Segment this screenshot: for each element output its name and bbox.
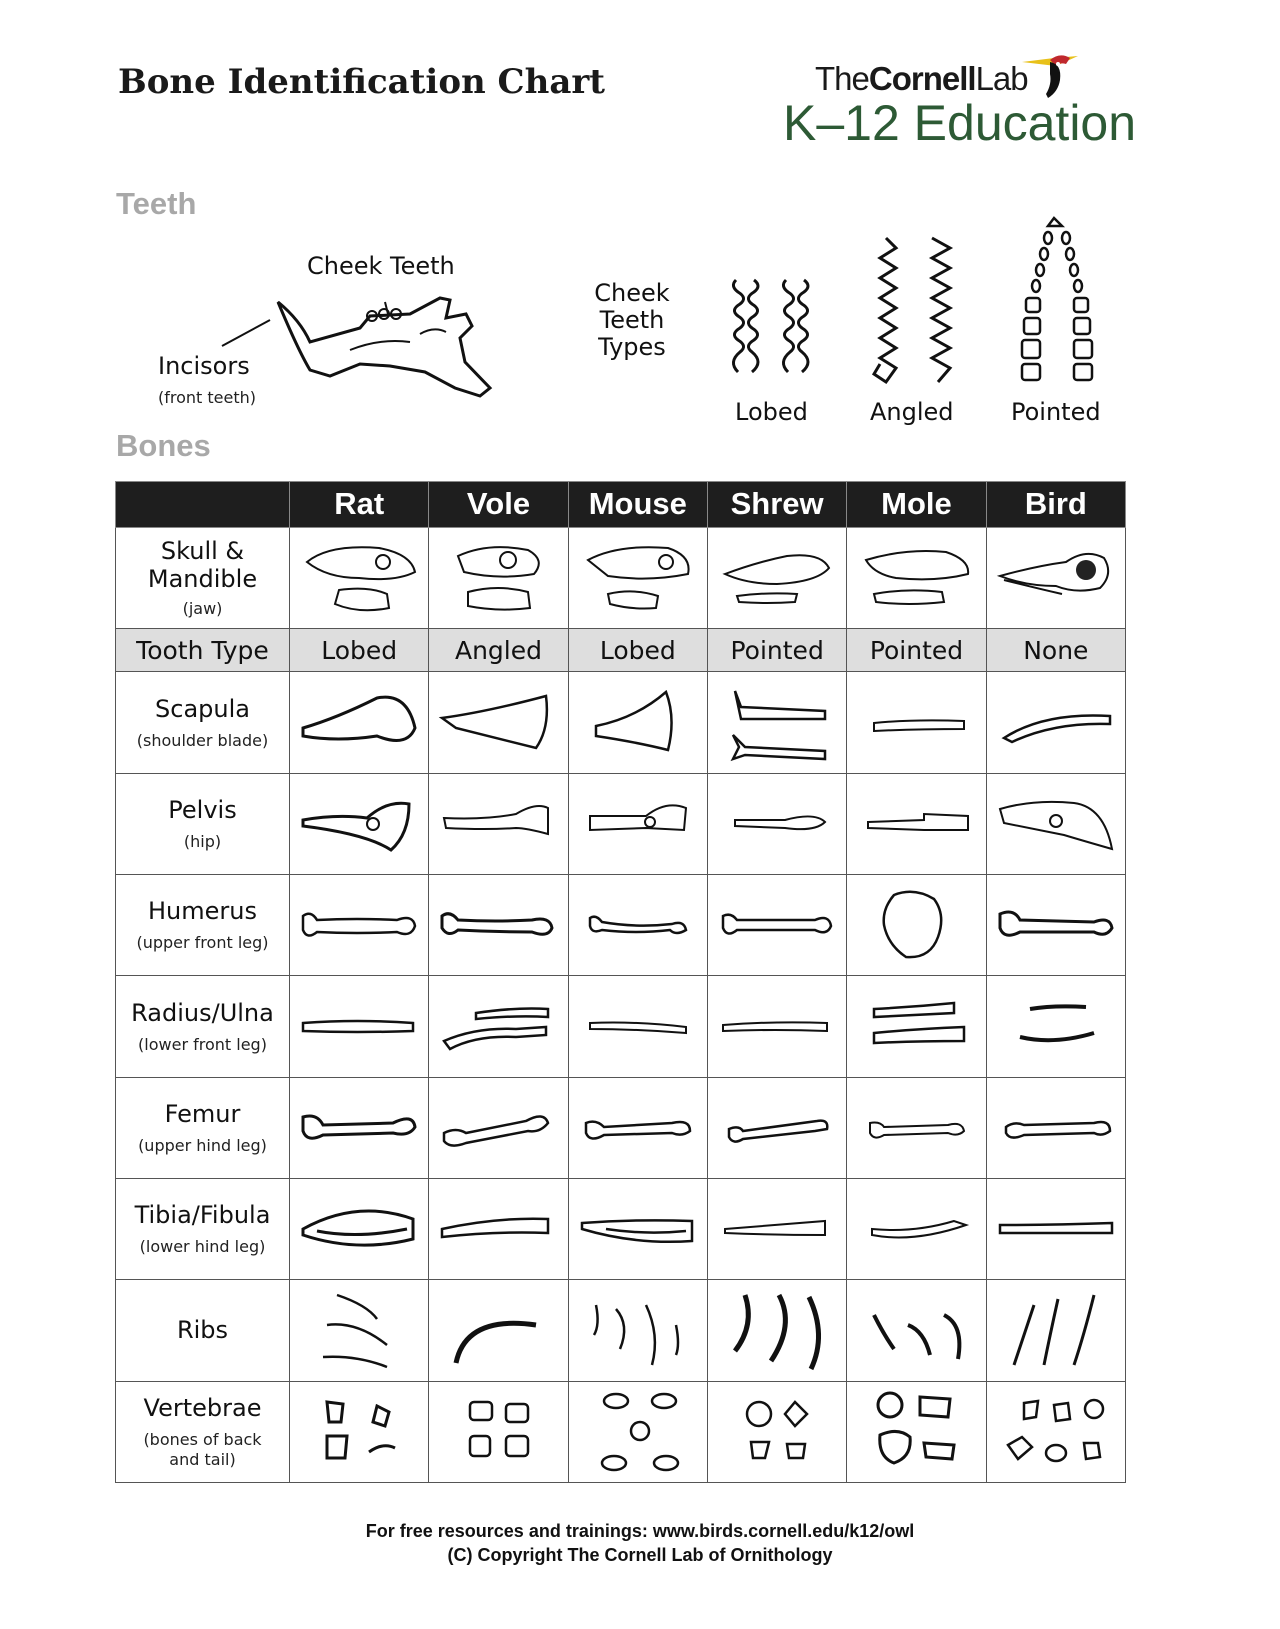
ribs-icon [576,1285,700,1375]
humerus-icon [297,900,421,950]
bone-row-radius-ulna [116,976,1126,1077]
bone-row-label: Femur (upper hind leg) [116,1077,290,1178]
bone-illustration-cell [568,672,707,773]
skull-illustration-cell [429,527,568,628]
pelvis-icon [994,789,1118,859]
column-header-mole: Mole [847,482,986,528]
bone-illustration-cell [986,773,1125,874]
shrew-skull-icon [717,538,837,618]
vertebrae-icon [297,1392,421,1472]
pelvis-icon [576,794,700,854]
bone-illustration-cell [290,1381,429,1482]
column-header-vole: Vole [429,482,568,528]
bone-illustration-cell [707,976,846,1077]
bone-illustration-cell [429,1077,568,1178]
bone-illustration-cell [429,1381,568,1482]
bone-illustration-cell [847,672,986,773]
bone-illustration-cell [707,773,846,874]
bone-illustration-cell [707,875,846,976]
bird-skull-icon [996,538,1116,618]
scapula-icon [854,703,978,743]
tibia-fibula-icon [715,1199,839,1259]
bone-illustration-cell [568,976,707,1077]
table-header-row [116,482,1126,528]
angled-teeth-icon [866,234,966,392]
tooth-type-value: Lobed [290,628,429,672]
tooth-type-row [116,628,1126,672]
bone-illustration-cell [290,976,429,1077]
radius-ulna-icon [576,1007,700,1047]
tooth-type-row-label: Tooth Type [116,628,290,672]
column-header-bird: Bird [986,482,1125,528]
ribs-icon [436,1285,560,1375]
tibia-fibula-icon [994,1199,1118,1259]
tooth-type-angled-label: Angled [870,398,954,426]
bone-illustration-cell [847,1381,986,1482]
table-corner-cell [116,482,290,528]
bone-illustration-cell [986,976,1125,1077]
bone-row-label: Pelvis (hip) [116,773,290,874]
bone-illustration-cell [290,672,429,773]
skull-illustration-cell [986,527,1125,628]
pelvis-icon [297,794,421,854]
humerus-icon [576,900,700,950]
ribs-icon [297,1285,421,1375]
bone-row-humerus [116,875,1126,976]
vertebrae-icon [994,1387,1118,1477]
radius-ulna-icon [715,1007,839,1047]
pelvis-icon [436,794,560,854]
ribs-icon [854,1285,978,1375]
bone-illustration-cell [986,875,1125,976]
ribs-icon [715,1285,839,1375]
mouse-skull-icon [578,538,698,618]
bone-illustration-cell [847,1280,986,1381]
skull-illustration-cell [707,527,846,628]
femur-icon [994,1103,1118,1153]
tooth-type-value: None [986,628,1125,672]
bone-illustration-cell [568,1381,707,1482]
tooth-type-value: Angled [429,628,568,672]
skull-illustration-cell [568,527,707,628]
femur-icon [715,1103,839,1153]
footer-copyright-text: (C) Copyright The Cornell Lab of Ornithology [447,1545,833,1565]
tooth-type-lobed-label: Lobed [735,398,808,426]
skull-illustration-cell [847,527,986,628]
lobed-teeth-icon [726,272,826,392]
skull-row [116,527,1126,628]
bone-row-scapula [116,672,1126,773]
pelvis-icon [854,794,978,854]
vertebrae-icon [436,1392,560,1472]
femur-icon [854,1103,978,1153]
bones-section-title: Bones [116,428,211,463]
bone-illustration-cell [429,875,568,976]
k12-education-text: K–12 Education [783,95,1137,151]
humerus-icon [715,900,839,950]
bone-row-label: Humerus (upper front leg) [116,875,290,976]
tooth-type-pointed-label: Pointed [1011,398,1101,426]
bone-row-label: Scapula (shoulder blade) [116,672,290,773]
femur-icon [436,1103,560,1153]
bone-illustration-cell [847,773,986,874]
bone-row-vertebrae [116,1381,1126,1482]
bone-illustration-cell [986,1179,1125,1280]
pointed-teeth-icon [1012,214,1112,392]
radius-ulna-icon [994,997,1118,1057]
pelvis-icon [715,794,839,854]
bone-illustration-cell [847,1077,986,1178]
teeth-section-title: Teeth [116,186,197,221]
tooth-type-value: Lobed [568,628,707,672]
bone-illustration-cell [707,1077,846,1178]
bone-illustration-cell [847,875,986,976]
bone-illustration-cell [568,1077,707,1178]
bone-illustration-cell [290,1179,429,1280]
bone-illustration-cell [707,672,846,773]
humerus-icon [854,885,978,965]
tibia-fibula-icon [576,1199,700,1259]
incisors-label: Incisors [158,352,250,380]
bone-row-label: Vertebrae (bones of back and tail) [116,1381,290,1482]
radius-ulna-icon [436,997,560,1057]
bone-illustration-cell [568,875,707,976]
vertebrae-icon [715,1392,839,1472]
vertebrae-icon [576,1387,700,1477]
skull-row-label: Skull & Mandible (jaw) [116,527,290,628]
bone-illustration-cell [986,1381,1125,1482]
bone-illustration-cell [429,773,568,874]
bone-illustration-cell [429,672,568,773]
bone-illustration-cell [568,773,707,874]
femur-icon [576,1103,700,1153]
column-header-shrew: Shrew [707,482,846,528]
scapula-icon [994,698,1118,748]
bone-illustration-cell [986,1280,1125,1381]
scapula-icon [576,688,700,758]
scapula-icon [297,688,421,758]
vertebrae-icon [854,1387,978,1477]
skull-illustration-cell [290,527,429,628]
bone-illustration-cell [568,1280,707,1381]
bone-illustration-cell [290,1280,429,1381]
bone-illustration-cell [429,1179,568,1280]
bone-illustration-cell [290,773,429,874]
bone-illustration-cell [290,875,429,976]
humerus-icon [436,900,560,950]
incisors-sub-label: (front teeth) [158,388,257,407]
tibia-fibula-icon [436,1199,560,1259]
bone-row-ribs [116,1280,1126,1381]
bone-row-label: Ribs [116,1280,290,1381]
ribs-icon [994,1285,1118,1375]
rodent-mandible-illustration [210,280,510,410]
bone-illustration-cell [707,1381,846,1482]
bone-row-label: Tibia/Fibula (lower hind leg) [116,1179,290,1280]
cheek-teeth-types-label: Cheek Teeth Types [594,279,670,361]
bone-illustration-cell [429,976,568,1077]
bone-illustration-cell [847,976,986,1077]
tibia-fibula-icon [854,1199,978,1259]
bone-illustration-cell [847,1179,986,1280]
bone-row-label: Radius/Ulna (lower front leg) [116,976,290,1077]
tibia-fibula-icon [297,1199,421,1259]
bone-illustration-cell [986,672,1125,773]
humerus-icon [994,900,1118,950]
bone-illustration-cell [986,1077,1125,1178]
scapula-icon [436,688,560,758]
vole-skull-icon [438,538,558,618]
tooth-type-value: Pointed [847,628,986,672]
bone-identification-table [115,481,1126,1483]
bone-row-tibia-fibula [116,1179,1126,1280]
column-header-mouse: Mouse [568,482,707,528]
radius-ulna-icon [854,997,978,1057]
bone-illustration-cell [290,1077,429,1178]
bone-illustration-cell [568,1179,707,1280]
scapula-icon [715,683,839,763]
bone-illustration-cell [707,1179,846,1280]
cornell-lab-logo-text: TheCornellLab [815,60,1028,97]
femur-icon [297,1103,421,1153]
mole-skull-icon [856,538,976,618]
rat-skull-icon [299,538,419,618]
tooth-type-value: Pointed [707,628,846,672]
page-title: Bone Identification Chart [118,62,605,102]
bone-illustration-cell [429,1280,568,1381]
radius-ulna-icon [297,1007,421,1047]
footer-resources-text: For free resources and trainings: www.birds.cornell.edu/k12/owl [365,1521,915,1541]
bone-illustration-cell [707,1280,846,1381]
bone-row-pelvis [116,773,1126,874]
column-header-rat: Rat [290,482,429,528]
cheek-teeth-label: Cheek Teeth [307,252,455,280]
bone-row-femur [116,1077,1126,1178]
